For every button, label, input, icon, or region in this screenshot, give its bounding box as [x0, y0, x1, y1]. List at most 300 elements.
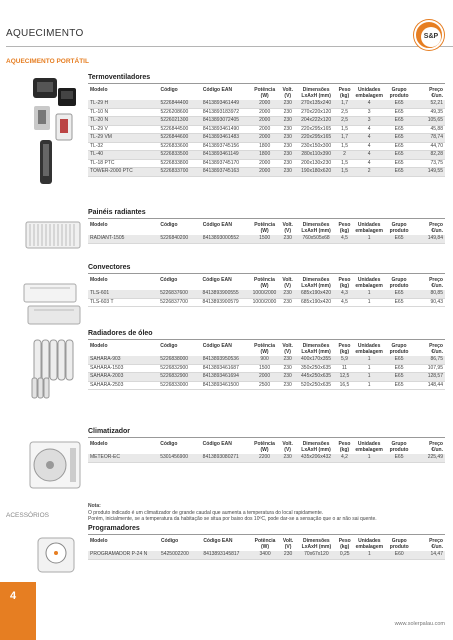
termoventiladores-image	[30, 76, 78, 188]
table-cell: 1	[353, 454, 385, 462]
table-cell: E65	[385, 235, 413, 243]
table-cell: 8413893900579	[201, 298, 251, 307]
table-cell: 5226832900	[158, 364, 200, 373]
table-block-radiadores	[88, 330, 445, 390]
table-cell: 8413893461500	[201, 381, 251, 390]
table-block-climatizador	[88, 428, 445, 463]
programador-image	[34, 536, 80, 574]
page-title: AQUECIMENTO	[6, 28, 84, 39]
table-cell: 82,28	[413, 151, 445, 160]
table-cell: 0,25	[336, 551, 354, 559]
col-unidades: Unidades embalagem	[355, 538, 384, 550]
table-cell: 435x206x432	[296, 454, 335, 462]
table-cell: SAHARA-2003	[88, 373, 158, 382]
table-body	[88, 290, 445, 307]
table-cell: E65	[385, 298, 413, 307]
table-cell: E65	[385, 290, 413, 298]
table-cell: 230	[279, 364, 297, 373]
table-cell: 8413893145817	[201, 551, 251, 559]
table-cell: 4	[353, 125, 385, 134]
table-cell: RADIANT-1505	[88, 235, 158, 243]
col-volt: Volt. (V)	[282, 441, 293, 453]
convectores-image	[22, 282, 84, 328]
col-preco: Preço €/un.	[429, 87, 443, 99]
table-cell: TL-32	[88, 142, 158, 151]
table-body	[88, 100, 445, 176]
table-cell: 45,88	[413, 125, 445, 134]
table-cell: 685x190x420	[296, 290, 335, 298]
table-body	[88, 551, 445, 559]
col-potencia: Potência (W)	[254, 277, 275, 289]
table-cell: 148,44	[413, 381, 445, 390]
table-cell: 8413893183972	[201, 108, 251, 117]
table-header	[88, 221, 445, 235]
table-cell: 1800	[250, 151, 278, 160]
table-cell: E65	[385, 381, 413, 390]
table-cell: E65	[385, 159, 413, 168]
table-block-termoventiladores	[88, 74, 445, 177]
table-row	[88, 151, 445, 160]
col-modelo: Modelo	[90, 441, 108, 447]
table-title: Painéis radiantes	[88, 209, 445, 219]
table-header	[88, 342, 445, 356]
product-table	[88, 440, 445, 463]
table-cell: 4	[353, 100, 385, 108]
table-cell: 44,70	[413, 142, 445, 151]
col-potencia: Potência (W)	[254, 87, 276, 99]
col-codigo: Código	[160, 441, 178, 447]
table-cell: 5226833800	[158, 159, 200, 168]
table-cell: 2000	[250, 108, 278, 117]
table-cell: 1500	[250, 235, 278, 243]
table-cell: 230	[279, 159, 297, 168]
col-ean: Código EAN	[202, 277, 232, 283]
table-cell: 270x220x120	[297, 108, 336, 117]
table-cell: 900	[250, 356, 278, 364]
col-peso: Peso (kg)	[338, 277, 351, 289]
table-cell: E65	[385, 117, 413, 126]
table-header	[88, 440, 445, 454]
table-cell: 4	[353, 151, 385, 160]
table-row	[88, 373, 445, 382]
product-table	[88, 86, 445, 177]
table-cell: 2	[353, 168, 385, 177]
table-row	[88, 108, 445, 117]
table-cell: 350x250x635	[297, 364, 336, 373]
table-cell: 230	[279, 381, 297, 390]
table-cell: SAHARA-1503	[88, 364, 158, 373]
table-cell: 3	[353, 117, 385, 126]
table-cell: 1	[353, 356, 385, 364]
table-cell: 2000	[250, 125, 278, 134]
col-grupo: Grupo produto	[389, 343, 409, 355]
table-cell: 70x67x120	[297, 551, 336, 559]
table-cell: 80,85	[413, 290, 445, 298]
table-cell: 107,95	[413, 364, 445, 373]
table-cell: SAHARA-2503	[88, 381, 158, 390]
col-codigo: Código	[160, 538, 179, 544]
table-cell: 8413893072405	[201, 117, 251, 126]
table-cell: 16,5	[336, 381, 354, 390]
table-row	[88, 298, 445, 307]
table-cell: 1	[353, 364, 385, 373]
table-cell: 52,21	[413, 100, 445, 108]
col-dimensoes: Dimensões LxAxH (mm)	[301, 441, 331, 453]
col-grupo: Grupo produto	[389, 538, 409, 550]
table-cell: 149,55	[413, 168, 445, 177]
table-cell: 1,5	[336, 142, 354, 151]
table-cell: 220x295x165	[297, 125, 336, 134]
painel-radiante-image	[24, 218, 84, 252]
col-modelo: Modelo	[90, 87, 108, 93]
table-row	[88, 117, 445, 126]
col-unidades: Unidades embalagem	[355, 343, 383, 355]
col-grupo: Grupo produto	[389, 222, 409, 234]
table-cell: 5301456900	[158, 454, 200, 462]
header-divider	[6, 46, 453, 47]
table-cell: 230	[279, 142, 297, 151]
table-cell: 230	[279, 151, 297, 160]
col-dimensoes: Dimensões LxAxH (mm)	[301, 277, 331, 289]
table-cell: 5226838000	[158, 356, 200, 364]
table-cell: 2000	[250, 159, 278, 168]
table-cell: 2000	[250, 100, 278, 108]
col-peso: Peso (kg)	[338, 441, 351, 453]
table-cell: 8413893000552	[201, 235, 251, 243]
table-cell: 5226837700	[158, 298, 200, 307]
table-block-programadores	[88, 525, 445, 560]
table-cell: 12,5	[336, 373, 354, 382]
table-cell: 520x250x635	[297, 381, 336, 390]
table-row	[88, 235, 445, 243]
table-cell: 5226844400	[158, 100, 200, 108]
table-cell: SAHARA-903	[88, 356, 158, 364]
table-cell: 230	[279, 290, 297, 298]
table-title: Climatizador	[88, 428, 445, 438]
col-ean: Código EAN	[202, 343, 232, 349]
table-cell: 3400	[251, 551, 279, 559]
table-cell: 8413893461490	[201, 125, 251, 134]
table-cell: 2	[336, 151, 354, 160]
table-header	[88, 86, 445, 100]
section-acessorios-label: ACESSÓRIOS	[6, 512, 49, 519]
table-cell: 280x110x390	[297, 151, 336, 160]
table-cell: TOWER-2000 PTC	[88, 168, 158, 177]
table-cell: 2,5	[336, 117, 354, 126]
table-cell: 8413893745156	[201, 142, 251, 151]
col-preco: Preço €/un.	[429, 343, 443, 355]
table-row	[88, 134, 445, 143]
brand-logo	[414, 20, 444, 50]
table-cell: E65	[385, 142, 413, 151]
table-title: Termoventiladores	[88, 74, 445, 84]
table-cell: 760x505x68	[297, 235, 336, 243]
table-cell: 230	[279, 100, 297, 108]
table-cell: E65	[385, 356, 413, 364]
table-cell: 2500	[250, 381, 278, 390]
col-codigo: Código	[160, 222, 178, 228]
table-cell: 1,5	[336, 159, 354, 168]
table-cell: 5,9	[336, 356, 354, 364]
table-cell: 230	[279, 356, 297, 364]
table-cell: 8413893745163	[201, 168, 251, 177]
table-body	[88, 356, 445, 390]
table-cell: 230	[279, 298, 297, 307]
table-cell: 5226832900	[158, 373, 200, 382]
table-body	[88, 235, 445, 243]
table-cell: 4,5	[336, 298, 354, 307]
table-cell: 5226844500	[158, 125, 200, 134]
table-cell: 204x222x120	[297, 117, 336, 126]
table-cell: 1	[353, 381, 385, 390]
col-codigo: Código	[160, 277, 178, 283]
table-cell: 128,57	[413, 373, 445, 382]
table-cell: 1000/2000	[250, 290, 279, 298]
table-cell: TL-29 VM	[88, 134, 158, 143]
table-cell: 8413893080271	[201, 454, 251, 462]
table-cell: 5226833600	[158, 142, 200, 151]
note-title: Nota:	[88, 503, 101, 509]
table-cell: 230	[279, 117, 297, 126]
col-potencia: Potência (W)	[254, 538, 276, 550]
table-cell: 1000/2000	[250, 298, 279, 307]
table-cell: METEOR-EC	[88, 454, 158, 462]
table-cell: 5226833000	[158, 381, 200, 390]
table-cell: 105,65	[413, 117, 445, 126]
product-table	[88, 276, 445, 307]
table-cell: 230	[279, 235, 297, 243]
climatizador-note	[88, 503, 445, 523]
table-cell: 2000	[250, 373, 278, 382]
table-cell: TL-29 H	[88, 100, 158, 108]
note-line-1: O produto indicado é um climatizador de grande caudal que aumenta a temperatura do local rapidamente.	[88, 509, 324, 516]
col-volt: Volt. (V)	[282, 277, 293, 289]
col-grupo: Grupo produto	[389, 277, 409, 289]
col-grupo: Grupo produto	[389, 87, 409, 99]
table-title: Radiadores de óleo	[88, 330, 445, 340]
table-cell: 5226208600	[158, 108, 200, 117]
table-cell: 1	[353, 373, 385, 382]
table-cell: 4,3	[336, 290, 354, 298]
table-cell: E65	[385, 151, 413, 160]
table-cell: 2000	[250, 117, 278, 126]
table-cell: 1	[353, 298, 385, 307]
table-cell: 2000	[250, 134, 278, 143]
col-potencia: Potência (W)	[254, 441, 275, 453]
table-cell: 220x295x165	[297, 134, 336, 143]
table-cell: 49,35	[413, 108, 445, 117]
table-cell: E60	[385, 551, 413, 559]
table-cell: 4	[353, 134, 385, 143]
table-cell: 230	[279, 108, 297, 117]
table-cell: 1,7	[336, 100, 354, 108]
table-cell: 685x190x420	[296, 298, 335, 307]
table-cell: E65	[385, 108, 413, 117]
table-cell: 225,49	[413, 454, 445, 462]
table-cell: 400x170x355	[297, 356, 336, 364]
col-peso: Peso (kg)	[338, 538, 351, 550]
col-peso: Peso (kg)	[338, 343, 351, 355]
table-cell: E65	[385, 168, 413, 177]
col-peso: Peso (kg)	[338, 222, 351, 234]
table-cell: 8413893461694	[201, 373, 251, 382]
table-cell: 4,2	[336, 454, 354, 462]
col-peso: Peso (kg)	[338, 87, 351, 99]
col-potencia: Potência (W)	[254, 343, 275, 355]
table-cell: 445x250x635	[297, 373, 336, 382]
table-cell: 1,5	[336, 168, 354, 177]
table-cell: 8413893461687	[201, 364, 251, 373]
col-codigo: Código	[160, 343, 178, 349]
col-potencia: Potência (W)	[254, 222, 276, 234]
table-cell: E65	[385, 454, 413, 462]
table-cell: TLS-603 T	[88, 298, 158, 307]
table-cell: E65	[385, 100, 413, 108]
table-cell: 1500	[250, 364, 278, 373]
table-cell: 230	[279, 168, 297, 177]
table-cell: TLS-601	[88, 290, 158, 298]
table-cell: 8413893461449	[201, 100, 251, 108]
col-unidades: Unidades embalagem	[355, 277, 383, 289]
table-cell: 4	[353, 159, 385, 168]
col-volt: Volt. (V)	[282, 538, 294, 550]
table-cell: 270x135x240	[297, 100, 336, 108]
table-cell: E65	[385, 125, 413, 134]
product-table	[88, 342, 445, 390]
col-dimensoes: Dimensões LxAxH (mm)	[301, 87, 331, 99]
table-cell: 190x180x620	[297, 168, 336, 177]
table-block-convectores	[88, 264, 445, 307]
table-cell: 2000	[250, 168, 278, 177]
table-row	[88, 168, 445, 177]
col-preco: Preço €/un.	[429, 222, 443, 234]
table-cell: 230	[279, 454, 297, 462]
col-preco: Preço €/un.	[429, 441, 443, 453]
col-preco: Preço €/un.	[429, 538, 443, 550]
table-row	[88, 454, 445, 462]
table-cell: 5226844600	[158, 134, 200, 143]
table-cell: 5226840200	[158, 235, 200, 243]
table-cell: 1800	[250, 142, 278, 151]
col-dimensoes: Dimensões LxAxH (mm)	[301, 343, 331, 355]
col-unidades: Unidades embalagem	[355, 222, 383, 234]
table-cell: 11	[336, 364, 354, 373]
table-cell: TL-18 PTC	[88, 159, 158, 168]
table-cell: PROGRAMADOR P-24 N	[88, 551, 159, 559]
table-cell: 1	[354, 551, 386, 559]
table-cell: 2,5	[336, 108, 354, 117]
col-dimensoes: Dimensões LxAxH (mm)	[301, 222, 331, 234]
table-cell: 5226021300	[158, 117, 200, 126]
table-cell: TL-40	[88, 151, 158, 160]
table-cell: 230	[279, 125, 297, 134]
table-cell: 2200	[250, 454, 278, 462]
page-number: 4	[10, 590, 17, 602]
note-line-2: Porém, inicialmente, se a temperatura da habitação se situa por baixo dos 10ºC, pode dar-se a sensação que o ar não sai quente.	[88, 516, 377, 522]
table-cell: 8413893950536	[201, 356, 251, 364]
table-title: Programadores	[88, 525, 445, 535]
section-portatil-label: AQUECIMENTO PORTÁTIL	[6, 58, 89, 65]
table-cell: 73,75	[413, 159, 445, 168]
table-cell: 14,47	[413, 551, 445, 559]
table-cell: 8413893900555	[201, 290, 251, 298]
col-ean: Código EAN	[202, 222, 232, 228]
table-row	[88, 551, 445, 559]
col-dimensoes: Dimensões LxAxH (mm)	[301, 538, 332, 550]
table-cell: E65	[385, 134, 413, 143]
table-cell: 230	[279, 134, 297, 143]
col-unidades: Unidades embalagem	[355, 87, 383, 99]
climatizador-image	[28, 440, 84, 492]
table-cell: 78,74	[413, 134, 445, 143]
col-grupo: Grupo produto	[389, 441, 409, 453]
col-volt: Volt. (V)	[282, 87, 293, 99]
table-cell: 5226833500	[158, 151, 200, 160]
table-cell: 5226837600	[158, 290, 200, 298]
table-row	[88, 125, 445, 134]
table-cell: 86,75	[413, 356, 445, 364]
table-row	[88, 100, 445, 108]
footer-page-tab	[0, 582, 36, 640]
logo-text: S&P	[421, 27, 441, 47]
page-header	[0, 0, 453, 60]
table-cell: 8413893461149	[201, 151, 251, 160]
table-cell: 1,7	[336, 134, 354, 143]
table-cell: 5226833700	[158, 168, 200, 177]
col-ean: Código EAN	[202, 441, 232, 447]
table-row	[88, 142, 445, 151]
product-table	[88, 221, 445, 244]
col-modelo: Modelo	[90, 222, 108, 228]
table-cell: E65	[385, 364, 413, 373]
table-cell: 230x150x300	[297, 142, 336, 151]
table-cell: 8413893745170	[201, 159, 251, 168]
table-cell: 230	[279, 551, 297, 559]
col-modelo: Modelo	[90, 538, 108, 544]
table-row	[88, 364, 445, 373]
table-cell: 8413893461483	[201, 134, 251, 143]
table-body	[88, 454, 445, 462]
footer-url[interactable]: www.solerpalau.com	[394, 621, 445, 627]
col-ean: Código EAN	[203, 538, 233, 544]
table-title: Convectores	[88, 264, 445, 274]
table-row	[88, 159, 445, 168]
col-unidades: Unidades embalagem	[355, 441, 383, 453]
col-modelo: Modelo	[90, 277, 108, 283]
table-cell: 149,84	[413, 235, 445, 243]
table-cell: 5425002200	[159, 551, 201, 559]
table-row	[88, 381, 445, 390]
table-cell: 230	[279, 373, 297, 382]
col-ean: Código EAN	[202, 87, 233, 93]
table-header	[88, 537, 445, 551]
product-table	[88, 537, 445, 560]
table-cell: 1	[353, 235, 385, 243]
table-cell: 3	[353, 108, 385, 117]
table-cell: TL-20 N	[88, 117, 158, 126]
table-cell: 1,5	[336, 125, 354, 134]
table-cell: TL-10 N	[88, 108, 158, 117]
col-modelo: Modelo	[90, 343, 108, 349]
table-block-paineis	[88, 209, 445, 244]
col-volt: Volt. (V)	[282, 222, 293, 234]
table-cell: E65	[385, 373, 413, 382]
table-cell: TL-29 V	[88, 125, 158, 134]
table-row	[88, 290, 445, 298]
table-cell: 4,5	[336, 235, 354, 243]
col-volt: Volt. (V)	[282, 343, 293, 355]
col-codigo: Código	[160, 87, 178, 93]
